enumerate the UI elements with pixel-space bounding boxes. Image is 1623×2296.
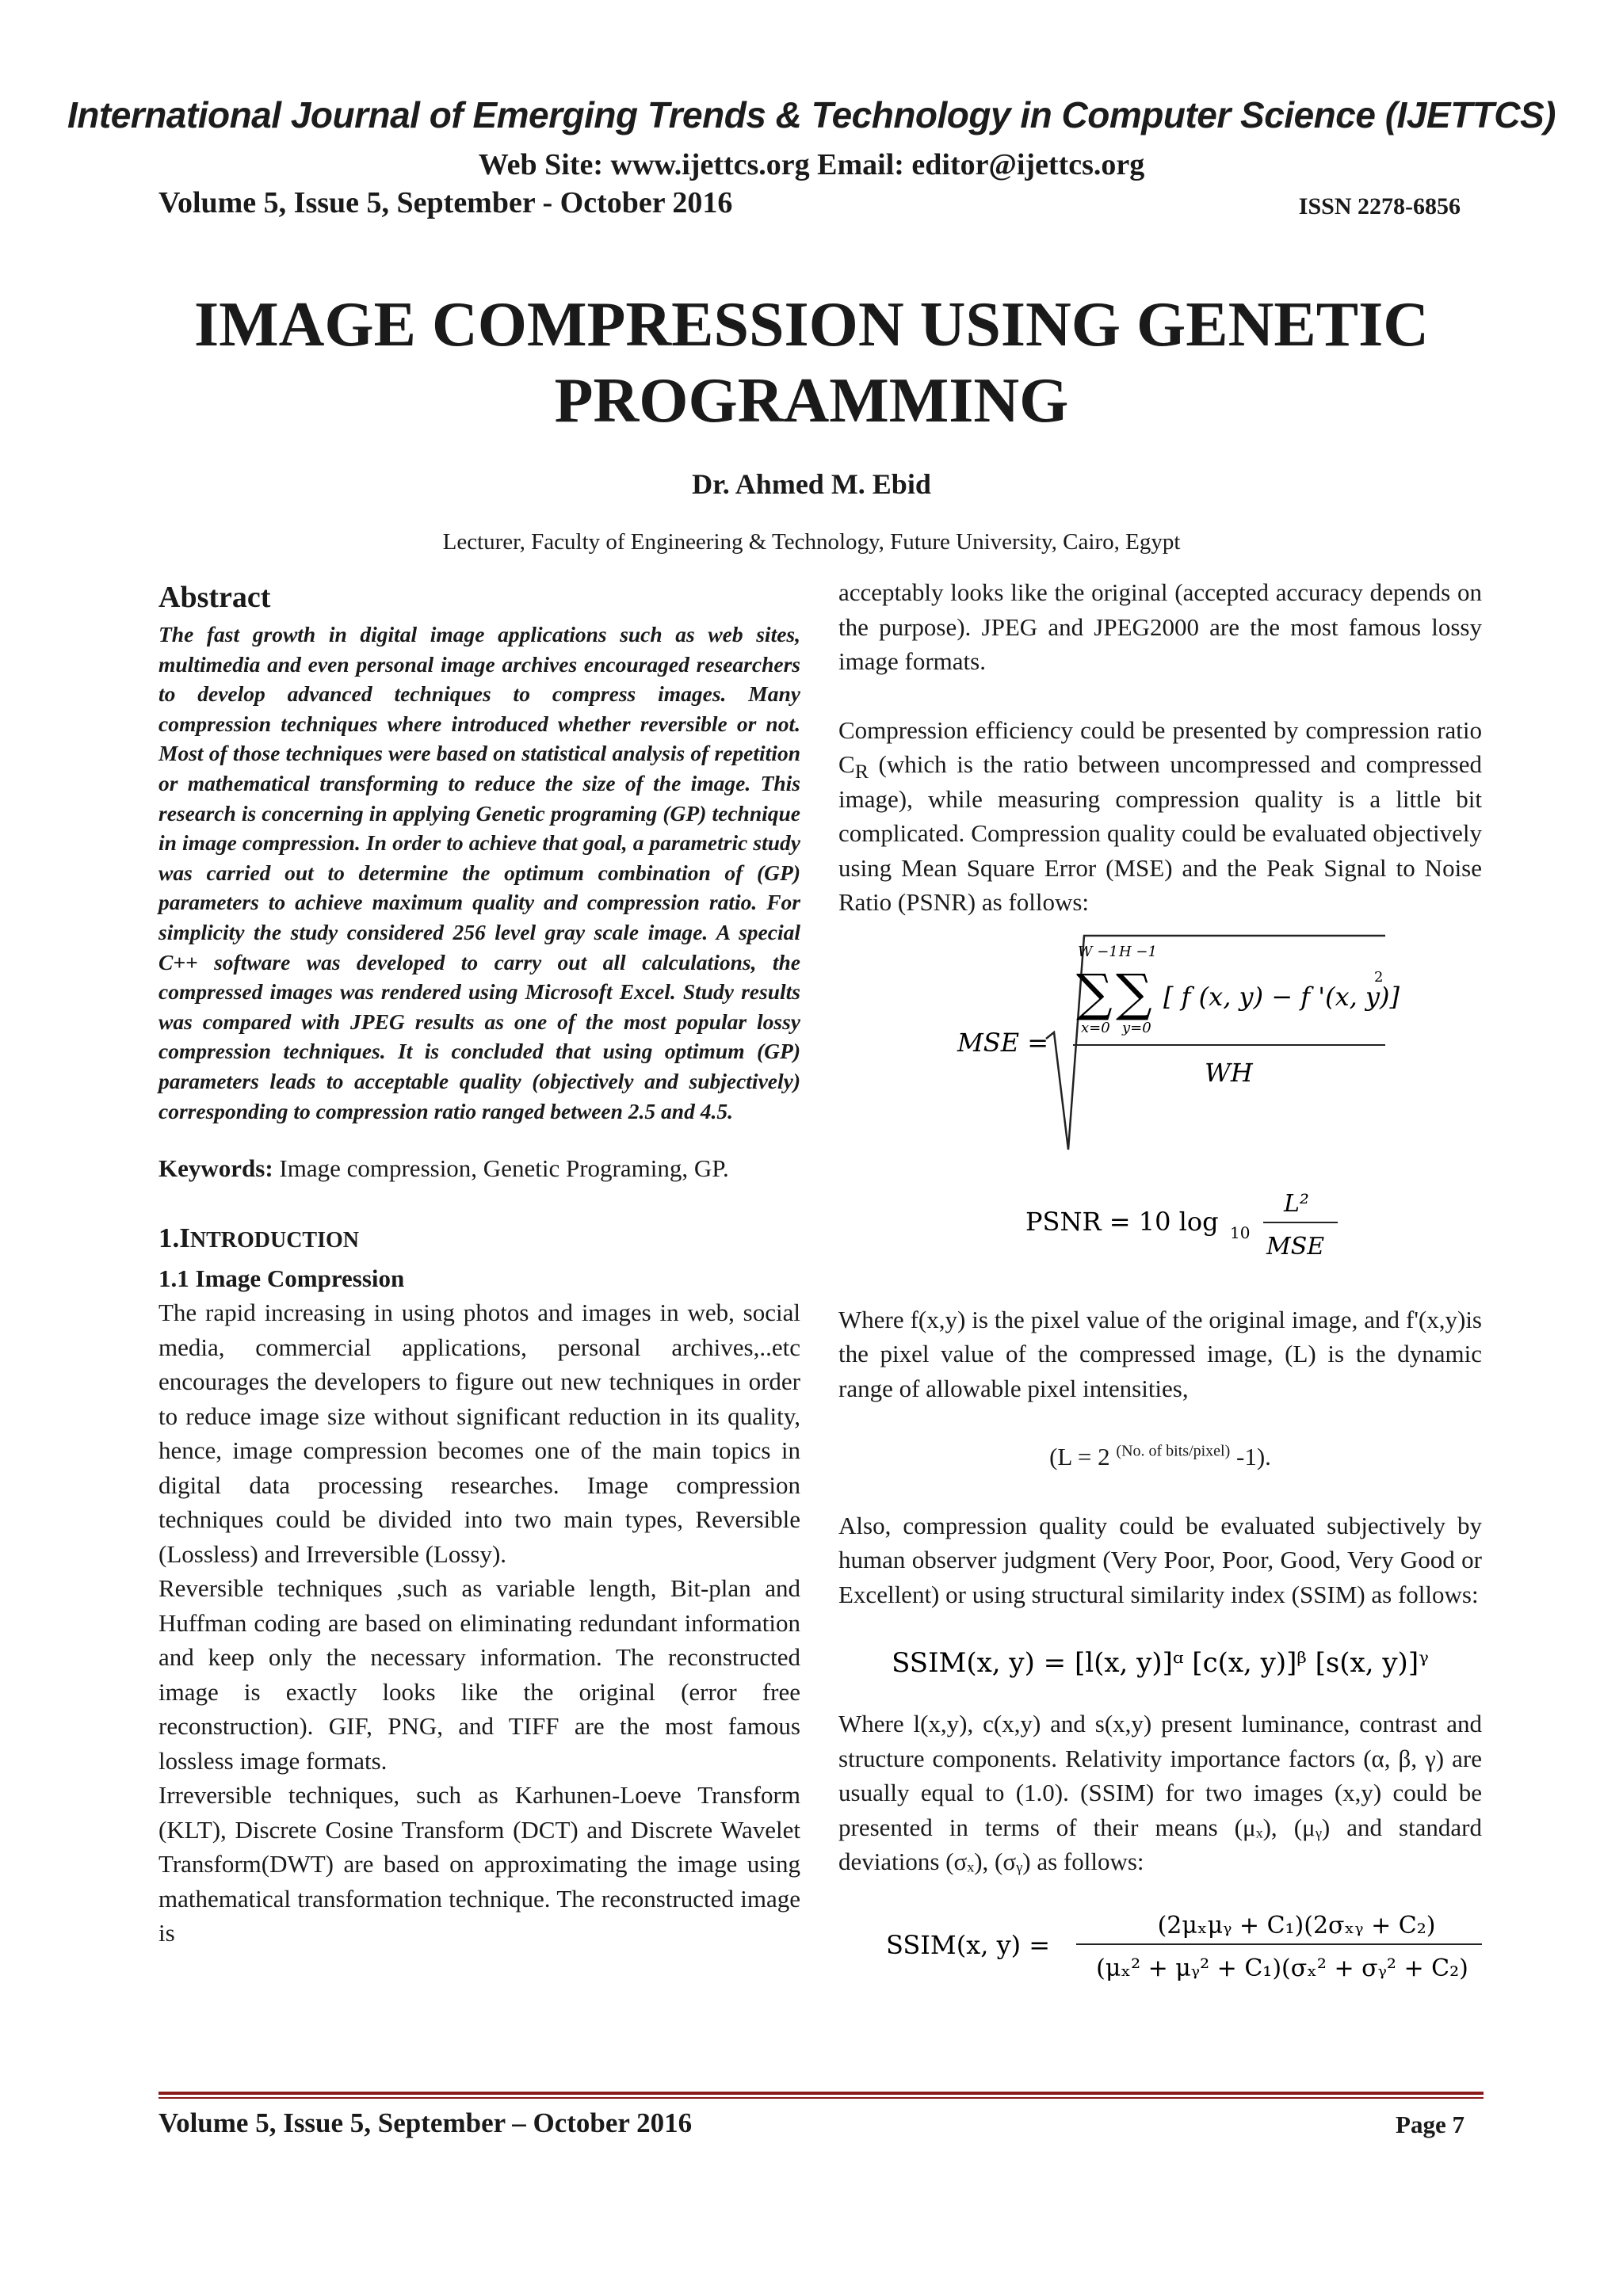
paper-title-line2: PROGRAMMING: [554, 366, 1069, 436]
intro-paragraph-2: Reversible techniques ,such as variable length, Bit-plan and Huffman coding are based on eliminating redundant information and keep only the necessary information. The reconstructed image is exactly looks like the original (error free reconstruction). GIF, PNG, and TIFF are the most famous lossless image formats.: [158, 1574, 800, 1775]
keywords: [158, 1151, 800, 1186]
journal-website: Web Site: www.ijettcs.org Email: editor@ijettcs.org: [478, 148, 1145, 181]
keywords-label: Keywords:: [158, 1154, 273, 1183]
mse-sum1-top: W −1: [1078, 943, 1118, 960]
mse-numerator: [ f (x, y) − f '(x, y)]: [1163, 981, 1400, 1012]
l-formula-sup: (No. of bits/pixel): [1116, 1442, 1231, 1460]
header-issn: ISSN 2278-6856: [1298, 193, 1461, 219]
right-paragraph-3: Where f(x,y) is the pixel value of the original image, and f'(x,y)is the pixel value of the compressed image, (L) is the dynamic range of allowable pixel intensities,: [838, 1305, 1482, 1402]
psnr-numerator: L²: [1284, 1189, 1309, 1218]
mse-sum1-bot: x=0: [1081, 1019, 1110, 1036]
footer-rule-thin: [158, 2097, 1484, 2099]
psnr-denominator: MSE: [1266, 1232, 1325, 1261]
l-formula-a: (L = 2: [1049, 1443, 1117, 1470]
section-rest: NTRODUCTION: [189, 1227, 360, 1253]
footer-rule-thick: [158, 2092, 1484, 2095]
sum-sign-1: ∑: [1076, 963, 1113, 1023]
ssim-equation-2-graphic: [838, 1897, 1482, 1992]
mse-equation-graphic: [838, 920, 1482, 1181]
abstract-heading: Abstract: [158, 581, 271, 614]
section-first-letter: I: [179, 1222, 190, 1253]
para2-part-b: (which is the ratio between uncompressed and compressed image), while measuring compression quality is a little bit complicated. Compression quality could be evaluated objectively using Mean Square Error (MSE) and the Peak Signal to Noise Ratio (PSNR) as follows:: [838, 750, 1482, 916]
paper-affiliation: Lecturer, Faculty of Engineering & Technology, Future University, Cairo, Egypt: [442, 529, 1181, 555]
footer-page: Page 7: [1396, 2111, 1465, 2138]
para2-subscript: R: [854, 760, 869, 784]
mse-equation: [838, 920, 1482, 1181]
section-heading-introduction: [158, 1218, 800, 1261]
intro-paragraph-3: Irreversible techniques, such as Karhunen-Loeve Transform (KLT), Discrete Cosine Transform (DCT) and Discrete Wavelet Transform(DWT) are based on approximating the image using mathematical transformation technique. The reconstructed image is: [158, 1781, 800, 1947]
paper-title-line1: IMAGE COMPRESSION USING GENETIC: [193, 290, 1429, 360]
paper-title: [0, 287, 1623, 439]
right-paragraph-4: Also, compression quality could be evaluated subjectively by human observer judgment (Very Poor, Poor, Good, Very Good or Excellent) or using structural similarity index (SSIM) as follows:: [838, 1511, 1482, 1608]
para2-part-a: Compression efficiency could be presented by compression ratio C: [838, 715, 1482, 778]
ssim-equation-1: [838, 1611, 1482, 1707]
subsection-heading: 1.1 Image Compression: [158, 1264, 405, 1292]
keywords-text: Image compression, Genetic Programing, GP.: [273, 1154, 729, 1183]
l-formula-b: -1).: [1230, 1443, 1271, 1470]
right-paragraph-1: acceptably looks like the original (accepted accuracy depends on the purpose). JPEG and JPEG2000 are the most famous lossy image formats.: [838, 578, 1482, 675]
ssim-2-lhs: SSIM(x, y) =: [886, 1929, 1051, 1960]
ssim-equation-2: [838, 1879, 1482, 1982]
mse-exponent: 2: [1374, 968, 1384, 986]
right-column: [838, 575, 1482, 1982]
right-paragraph-2: [838, 713, 1482, 920]
header-volume: Volume 5, Issue 5, September - October 2016: [158, 186, 733, 219]
abstract-text: The fast growth in digital image applications such as web sites, multimedia and even personal image archives encouraged researchers to develop advanced techniques to compress images. Many compression techniques where introduced whether reversible or not. Most of those techniques were based on statistical analysis of repetition or mathematical transforming to reduce the size of the image. This research is concerning in applying Genetic programing (GP) technique in image compression. In order to achieve that goal, a parametric study was carried out to determine the optimum combination of (GP) parameters to achieve maximum quality and compression ratio. For simplicity the study considered 256 level gray scale image. A special C++ software was developed to carry out all calculations, the compressed images was rendered using Microsoft Excel. Study results was compared with JPEG results as one of the most popular lossy compression techniques. It is concluded that using optimum (GP) parameters leads to acceptable quality (objectively and subjectively) corresponding to compression ratio ranged between 2.5 and 4.5.: [158, 622, 800, 1123]
psnr-equation-graphic: [838, 1181, 1482, 1268]
sum-sign-2: ∑: [1116, 963, 1152, 1023]
psnr-log-sub: 10: [1230, 1222, 1251, 1242]
mse-sum2-top: H −1: [1119, 943, 1157, 960]
paper-author: Dr. Ahmed M. Ebid: [692, 468, 931, 500]
mse-sum2-bot: y=0: [1122, 1019, 1151, 1036]
psnr-equation: [838, 1181, 1482, 1268]
ssim-2-denominator: (μₓ² + μᵧ² + C₁)(σₓ² + σᵧ² + C₂): [1096, 1954, 1468, 1982]
mse-denominator: WH: [1205, 1057, 1253, 1088]
ssim-1-text: SSIM(x, y) = [l(x, y)]ᵅ [c(x, y)]ᵝ [s(x, y)]ᵞ: [892, 1647, 1429, 1679]
section-number: 1.: [158, 1222, 180, 1253]
psnr-lhs: PSNR = 10 log: [1025, 1206, 1219, 1237]
l-formula: [838, 1440, 1482, 1474]
ssim-equation-1-graphic: [838, 1611, 1482, 1707]
journal-title: International Journal of Emerging Trends & Technology in Computer Science (IJETTCS): [67, 94, 1556, 135]
ssim-2-numerator: (2μₓμᵧ + C₁)(2σₓᵧ + C₂): [1157, 1911, 1436, 1939]
left-column: [158, 575, 800, 1951]
intro-paragraph-1: The rapid increasing in using photos and images in web, social media, commercial applications, personal archives,..etc encourages the developers to figure out new techniques in order to reduce image size without significant reduction in its quality, hence, image compression becomes one of the main topics in digital data processing researches. Image compression techniques could be divided into two main types, Reversible (Lossless) and Irreversible (Lossy).: [158, 1299, 800, 1568]
footer-volume: Volume 5, Issue 5, September – October 2016: [158, 2107, 693, 2138]
mse-lhs: MSE =: [957, 1027, 1049, 1058]
right-paragraph-5: Where l(x,y), c(x,y) and s(x,y) present luminance, contrast and structure components. Relativity importance factors (α, β, γ) are usually equal to (1.0). (SSIM) for two images (x,y) could be presented in terms of their means (μₓ), (μᵧ) and standard deviations (σₓ), (σᵧ) as follows:: [838, 1710, 1482, 1875]
